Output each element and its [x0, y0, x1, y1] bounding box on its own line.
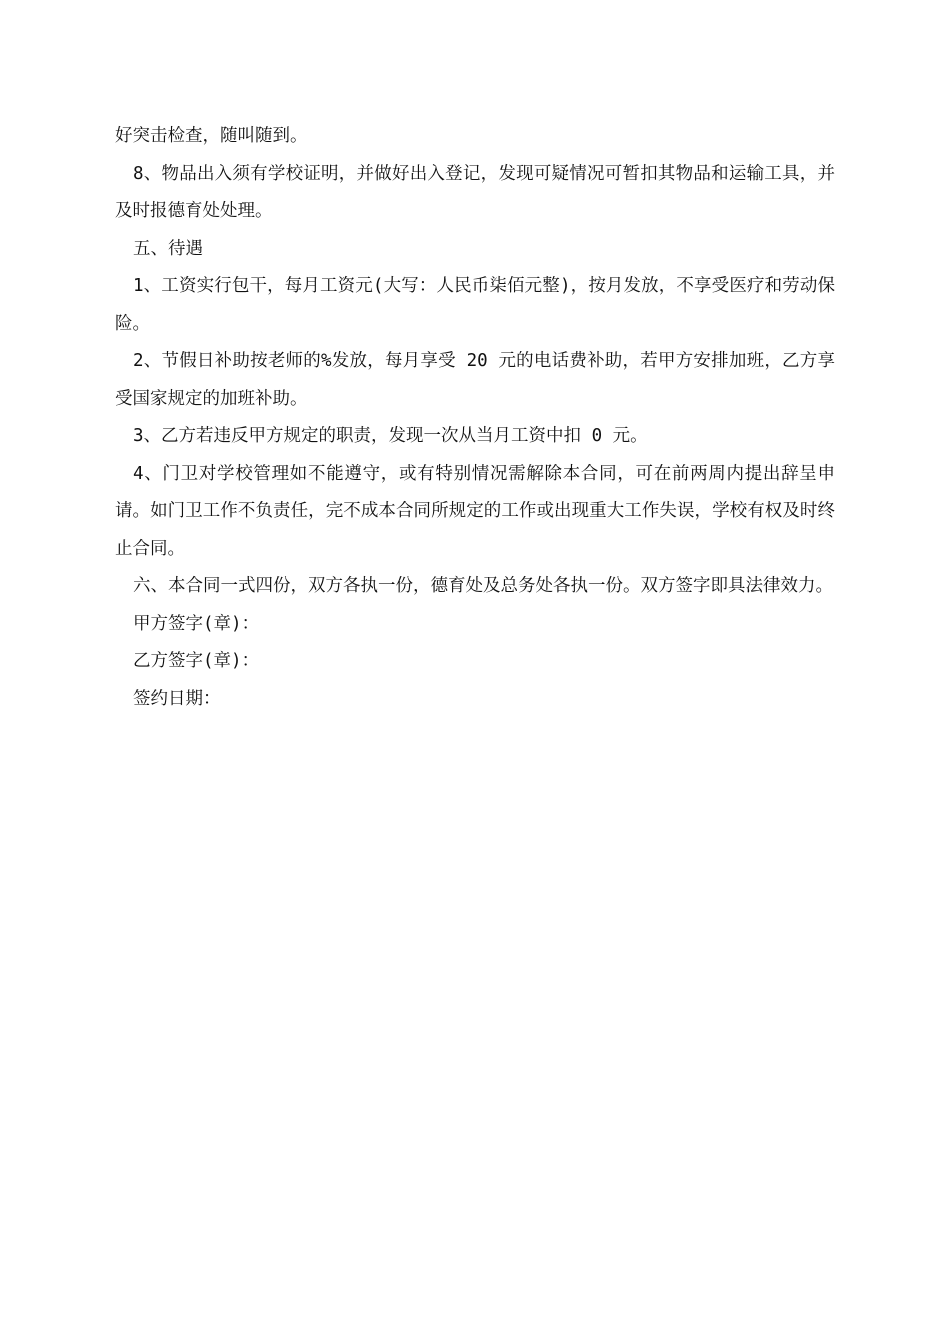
- document-body: [115, 118, 835, 718]
- paragraph-item-4: 4、门卫对学校管理如不能遵守，或有特别情况需解除本合同，可在前两周内提出辞呈申请。如门卫工作不负责任，完不成本合同所规定的工作或出现重大工作失误，学校有权及时终止合同。: [115, 463, 835, 559]
- paragraph-item-1: 1、工资实行包干，每月工资元(大写：人民币柒佰元整)，按月发放，不享受医疗和劳动保险。: [115, 276, 835, 334]
- paragraph-section-six: 六、本合同一式四份，双方各执一份，德育处及总务处各执一份。双方签字即具法律效力。: [133, 576, 833, 596]
- signature-party-a: 甲方签字(章)：: [133, 613, 260, 634]
- paragraph-item-2: 2、节假日补助按老师的%发放，每月享受 20 元的电话费补助，若甲方安排加班，乙方享受国家规定的加班补助。: [115, 351, 835, 409]
- signature-party-b: 乙方签字(章)：: [133, 651, 260, 671]
- paragraph-continuation: 好突击检查，随叫随到。: [115, 126, 308, 146]
- paragraph-item-8: 8、物品出入须有学校证明，并做好出入登记，发现可疑情况可暂扣其物品和运输工具，并及时报德育处处理。: [115, 163, 835, 221]
- section-heading-treatment: 五、待遇: [133, 238, 203, 259]
- paragraph-item-3: 3、乙方若违反甲方规定的职责，发现一次从当月工资中扣 0 元。: [133, 426, 648, 446]
- signing-date: 签约日期：: [133, 688, 221, 709]
